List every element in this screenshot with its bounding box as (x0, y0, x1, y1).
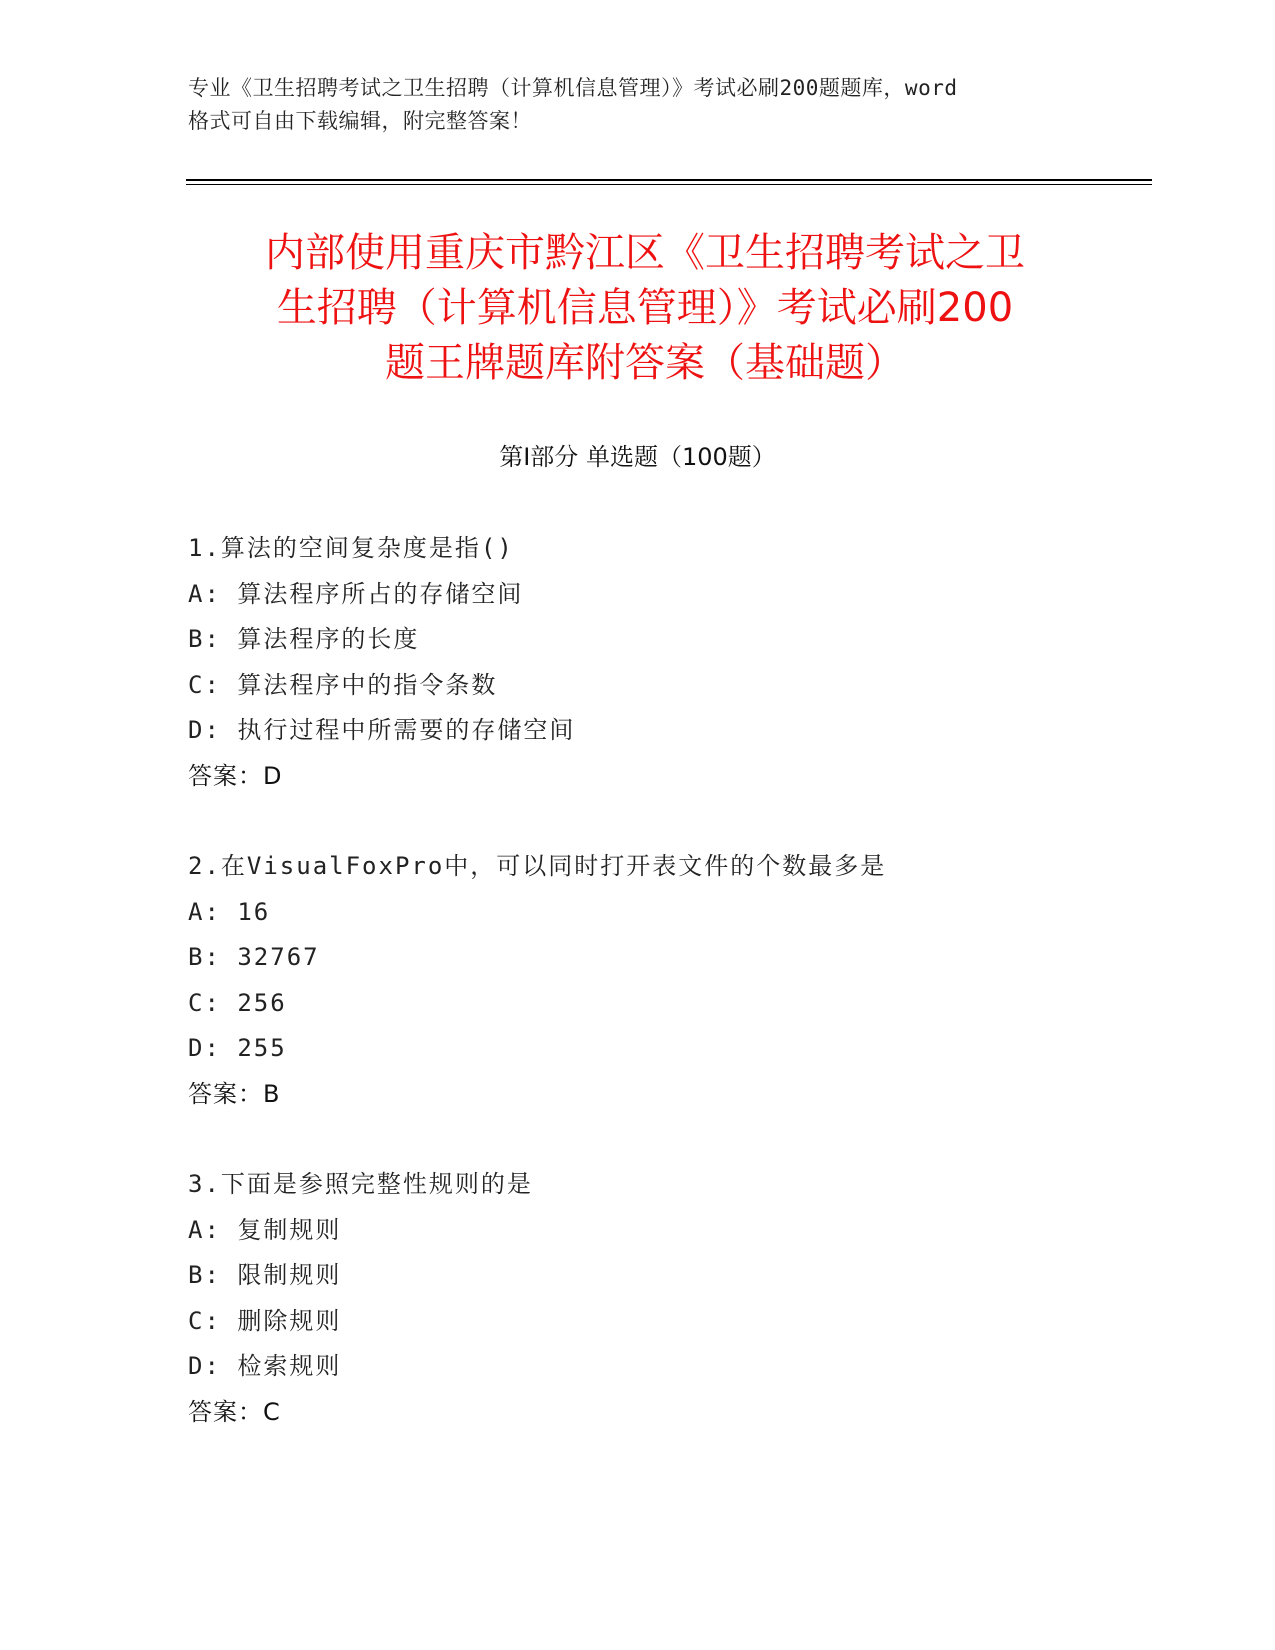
header-divider-thin (186, 184, 1152, 185)
document-title-line-2: 生招聘（计算机信息管理）》考试必刷200 (276, 285, 1014, 331)
option-b: B: 限制规则 (188, 1261, 342, 1289)
header-note (188, 72, 1088, 138)
option-c: C: 删除规则 (188, 1306, 342, 1335)
header-note-line-1: 专业《卫生招聘考试之卫生招聘（计算机信息管理）》考试必刷200题题库，word (188, 76, 958, 100)
document-title (195, 226, 1095, 391)
question-3 (188, 1162, 1148, 1435)
question-stem: 2.在VisualFoxPro中，可以同时打开表文件的个数最多是 (188, 852, 887, 880)
question-2 (188, 844, 1148, 1117)
option-c: C: 256 (188, 988, 287, 1017)
answer-label: 答案：D (188, 761, 283, 790)
option-a: A: 复制规则 (188, 1215, 342, 1244)
question-1 (188, 526, 1148, 799)
option-a: A: 16 (188, 897, 271, 926)
option-b: B: 32767 (188, 943, 320, 971)
option-d: D: 检索规则 (188, 1352, 342, 1380)
option-b: B: 算法程序的长度 (188, 625, 420, 653)
question-stem: 3.下面是参照完整性规则的是 (188, 1170, 533, 1198)
option-c: C: 算法程序中的指令条数 (188, 670, 498, 699)
header-divider-thick (186, 179, 1152, 181)
document-title-line-3: 题王牌题库附答案（基础题） (385, 340, 905, 386)
option-d: D: 执行过程中所需要的存储空间 (188, 716, 576, 744)
answer-label: 答案：B (188, 1079, 281, 1108)
question-list (188, 526, 1148, 1480)
section-heading: 第Ⅰ部分 单选题（100题） (499, 443, 776, 471)
option-d: D: 255 (188, 1034, 287, 1062)
header-note-line-2: 格式可自由下载编辑，附完整答案！ (188, 109, 532, 133)
option-a: A: 算法程序所占的存储空间 (188, 579, 524, 608)
answer-label: 答案：C (188, 1397, 281, 1426)
question-stem: 1.算法的空间复杂度是指() (188, 534, 514, 562)
document-title-line-1: 内部使用重庆市黔江区《卫生招聘考试之卫 (265, 230, 1025, 276)
